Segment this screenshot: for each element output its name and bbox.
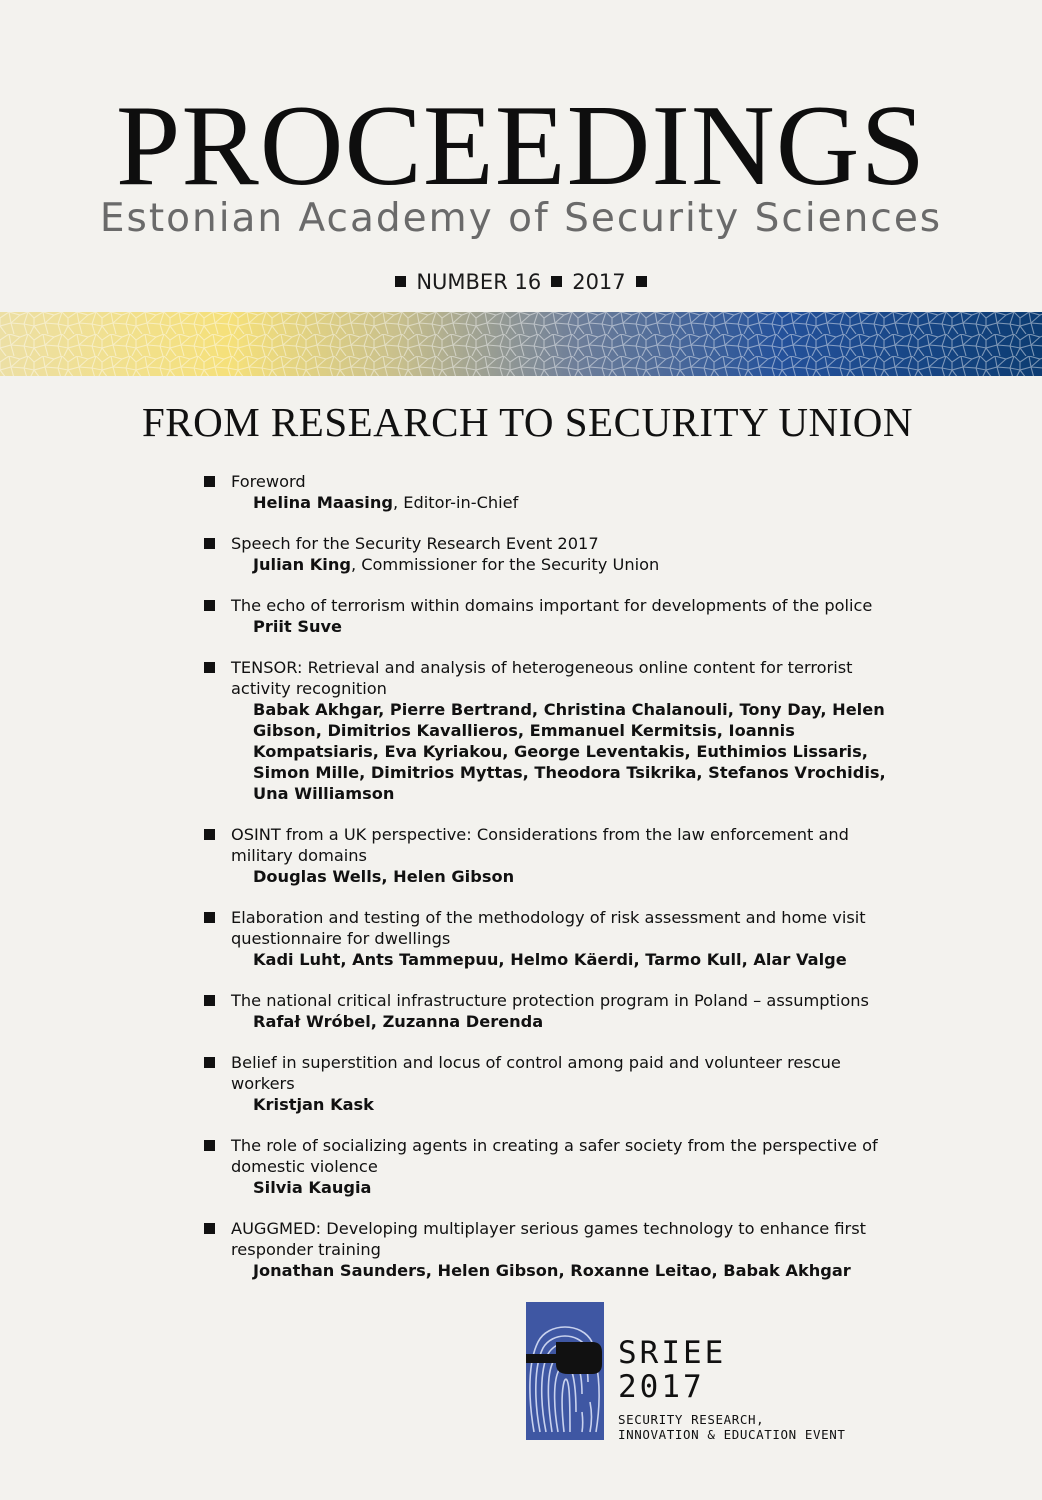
square-bullet-icon	[204, 476, 215, 487]
square-bullet-icon	[204, 1140, 215, 1151]
article-authors: Babak Akhgar, Pierre Bertrand, Christina Chalanouli, Tony Day, Helen Gibson, Dimitrios Kavallieros, Emmanuel Kermitsis, Ioannis Kompatsiaris, Eva Kyriakou, George Leventakis, Euthimios Lissaris, Simon Mille, Dimitrios Myttas, Theodora Tsikrika, Stefanos Vrochidis, Una Williamson	[253, 700, 886, 803]
article-authors: Kadi Luht, Ants Tammepuu, Helmo Käerdi, Tarmo Kull, Alar Valge	[253, 950, 847, 969]
article-authors: Helina Maasing, Editor-in-Chief	[253, 493, 519, 512]
article-authors: Douglas Wells, Helen Gibson	[253, 867, 515, 886]
toc-entry	[204, 1218, 904, 1281]
square-bullet-icon	[204, 1057, 215, 1068]
article-title: Foreword	[231, 472, 306, 491]
issue-year: 2017	[572, 270, 626, 294]
square-bullet-icon	[636, 276, 647, 287]
toc-entry	[204, 990, 904, 1032]
square-bullet-icon	[204, 600, 215, 611]
square-bullet-icon	[204, 538, 215, 549]
article-authors: Julian King, Commissioner for the Security Union	[253, 555, 660, 574]
article-title: The role of socializing agents in creating a safer society from the perspective of domestic violence	[231, 1136, 878, 1176]
logo-tagline: SECURITY RESEARCH, INNOVATION & EDUCATION EVENT	[618, 1412, 846, 1442]
article-authors: Jonathan Saunders, Helen Gibson, Roxanne Leitao, Babak Akhgar	[253, 1261, 851, 1280]
square-bullet-icon	[395, 276, 406, 287]
toc-entry	[204, 907, 904, 970]
square-bullet-icon	[204, 995, 215, 1006]
square-bullet-icon	[204, 912, 215, 923]
mosaic-band	[0, 312, 1042, 376]
table-of-contents	[204, 471, 904, 1301]
article-title: The national critical infrastructure protection program in Poland – assumptions	[231, 991, 869, 1010]
article-authors: Kristjan Kask	[253, 1095, 374, 1114]
square-bullet-icon	[551, 276, 562, 287]
toc-entry	[204, 1135, 904, 1198]
article-title: TENSOR: Retrieval and analysis of heterogeneous online content for terrorist activity recognition	[231, 658, 853, 698]
logo-wordmark: SRIEE 2017	[618, 1335, 727, 1405]
fingerprint-icon	[526, 1302, 604, 1440]
article-title: Speech for the Security Research Event 2017	[231, 534, 599, 553]
article-authors: Priit Suve	[253, 617, 343, 636]
square-bullet-icon	[204, 1223, 215, 1234]
issue-number: NUMBER 16	[416, 270, 542, 294]
toc-entry	[204, 533, 904, 575]
article-title: Belief in superstition and locus of control among paid and volunteer rescue workers	[231, 1053, 841, 1093]
journal-title: PROCEEDINGS	[115, 82, 927, 210]
article-authors: Rafał Wróbel, Zuzanna Derenda	[253, 1012, 544, 1031]
issue-headline: FROM RESEARCH TO SECURITY UNION	[141, 399, 914, 445]
issue-line	[0, 270, 1042, 294]
toc-entry	[204, 595, 904, 637]
journal-subtitle: Estonian Academy of Security Sciences	[99, 196, 943, 241]
toc-entry	[204, 1052, 904, 1115]
square-bullet-icon	[204, 829, 215, 840]
article-authors: Silvia Kaugia	[253, 1178, 372, 1197]
article-title: The echo of terrorism within domains important for developments of the police	[231, 596, 873, 615]
toc-entry	[204, 824, 904, 887]
article-title: Elaboration and testing of the methodology of risk assessment and home visit questionnaire for dwellings	[231, 908, 866, 948]
article-title: OSINT from a UK perspective: Considerations from the law enforcement and military domains	[231, 825, 849, 865]
toc-entry	[204, 657, 904, 804]
sriee-logo	[526, 1302, 604, 1440]
toc-entry	[204, 471, 904, 513]
article-title: AUGGMED: Developing multiplayer serious games technology to enhance first responder training	[231, 1219, 866, 1259]
square-bullet-icon	[204, 662, 215, 673]
